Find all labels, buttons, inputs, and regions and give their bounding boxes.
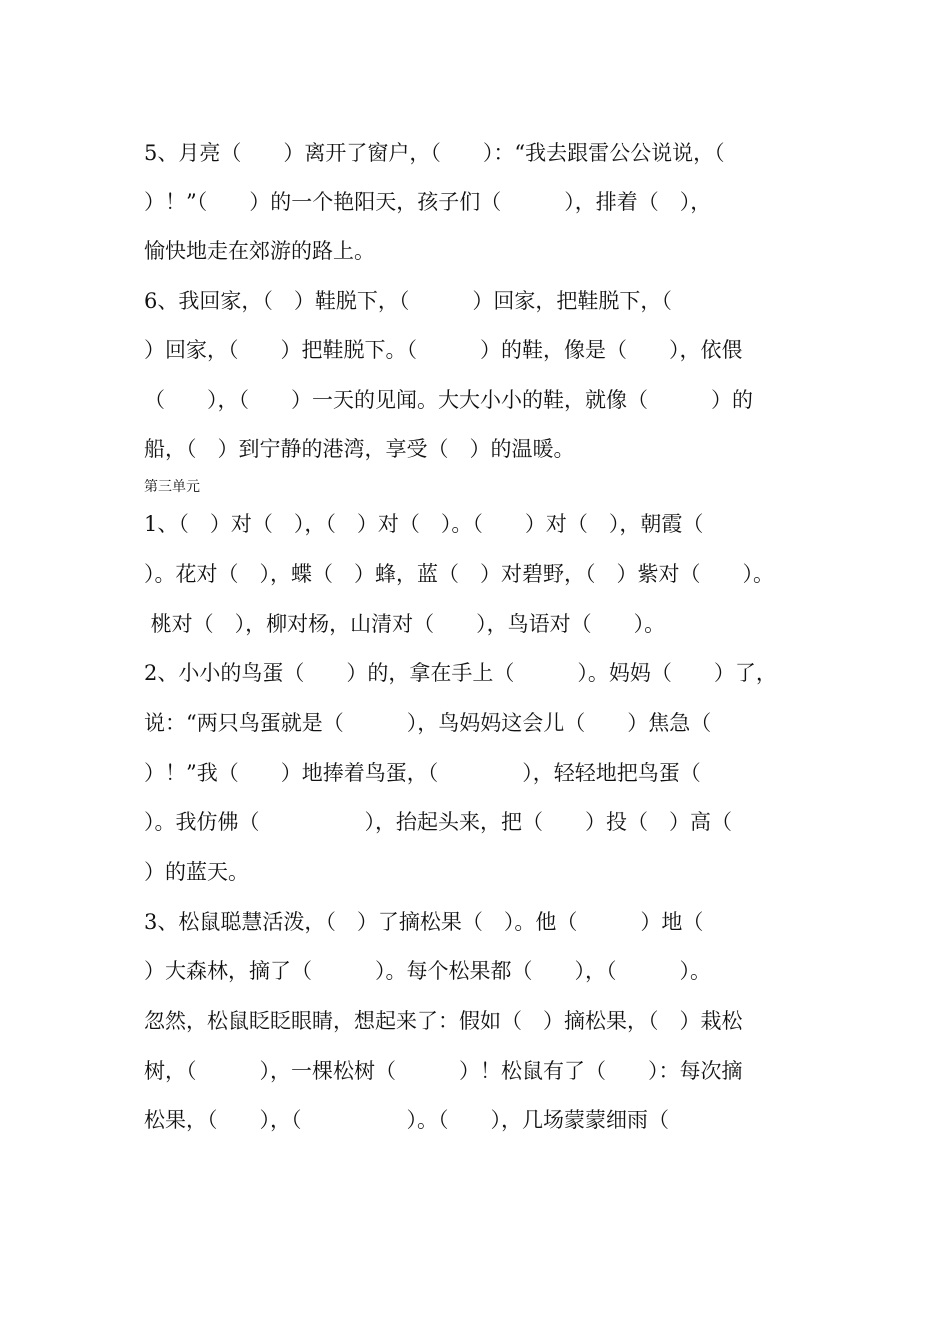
text-line: ）回家，（ ）把鞋脱下。（ ）的鞋，像是（ ），依偎 [144, 338, 743, 362]
section-heading: 第三单元 [144, 479, 200, 495]
text-line: 5、月亮（ ）离开了窗户，（ ）：“我去跟雷公公说说，（ [144, 141, 725, 165]
text-line: ）！”我（ ）地捧着鸟蛋，（ ），轻轻地把鸟蛋（ [144, 761, 701, 785]
text-line: ）。我仿佛（ ），抬起头来，把（ ）投（ ）高（ [144, 810, 732, 834]
text-line: 3、松鼠聪慧活泼，（ ）了摘松果（ ）。他（ ）地（ [144, 910, 704, 934]
text-line: 6、我回家，（ ）鞋脱下，（ ）回家，把鞋脱下，（ [144, 289, 672, 313]
text-line: 愉快地走在郊游的路上。 [144, 239, 375, 263]
text-line: 忽然，松鼠眨眨眼睛，想起来了：假如（ ）摘松果，（ ）栽松 [144, 1009, 743, 1033]
text-line: 树，（ ），一棵松树（ ）！松鼠有了（ ）：每次摘 [144, 1059, 743, 1083]
text-line: 1、（ ）对（ ），（ ）对（ ）。（ ）对（ ），朝霞（ [144, 512, 704, 536]
text-line: 桃对（ ），柳对杨，山清对（ ），鸟语对（ ）。 [144, 612, 666, 636]
text-line: 松果，（ ），（ ）。（ ），几场蒙蒙细雨（ [144, 1108, 669, 1132]
text-line: ）大森林，摘了（ ）。每个松果都（ ），（ ）。 [144, 959, 711, 983]
text-line: 船，（ ）到宁静的港湾，享受（ ）的温暖。 [144, 437, 575, 461]
text-line: 说：“两只鸟蛋就是（ ），鸟妈妈这会儿（ ）焦急（ [144, 711, 712, 735]
text-line: ）的蓝天。 [144, 860, 249, 884]
text-line: ）！”（ ）的一个艳阳天，孩子们（ ），排着（ ）， [144, 190, 712, 214]
text-line: （ ），（ ）一天的见闻。大大小小的鞋，就像（ ）的 [144, 388, 753, 412]
text-line: ）。花对（ ），蝶（ ）蜂，蓝（ ）对碧野，（ ）紫对（ ）。 [144, 562, 774, 586]
text-line: 2、小小的鸟蛋（ ）的，拿在手上（ ）。妈妈（ ）了， [144, 661, 777, 685]
